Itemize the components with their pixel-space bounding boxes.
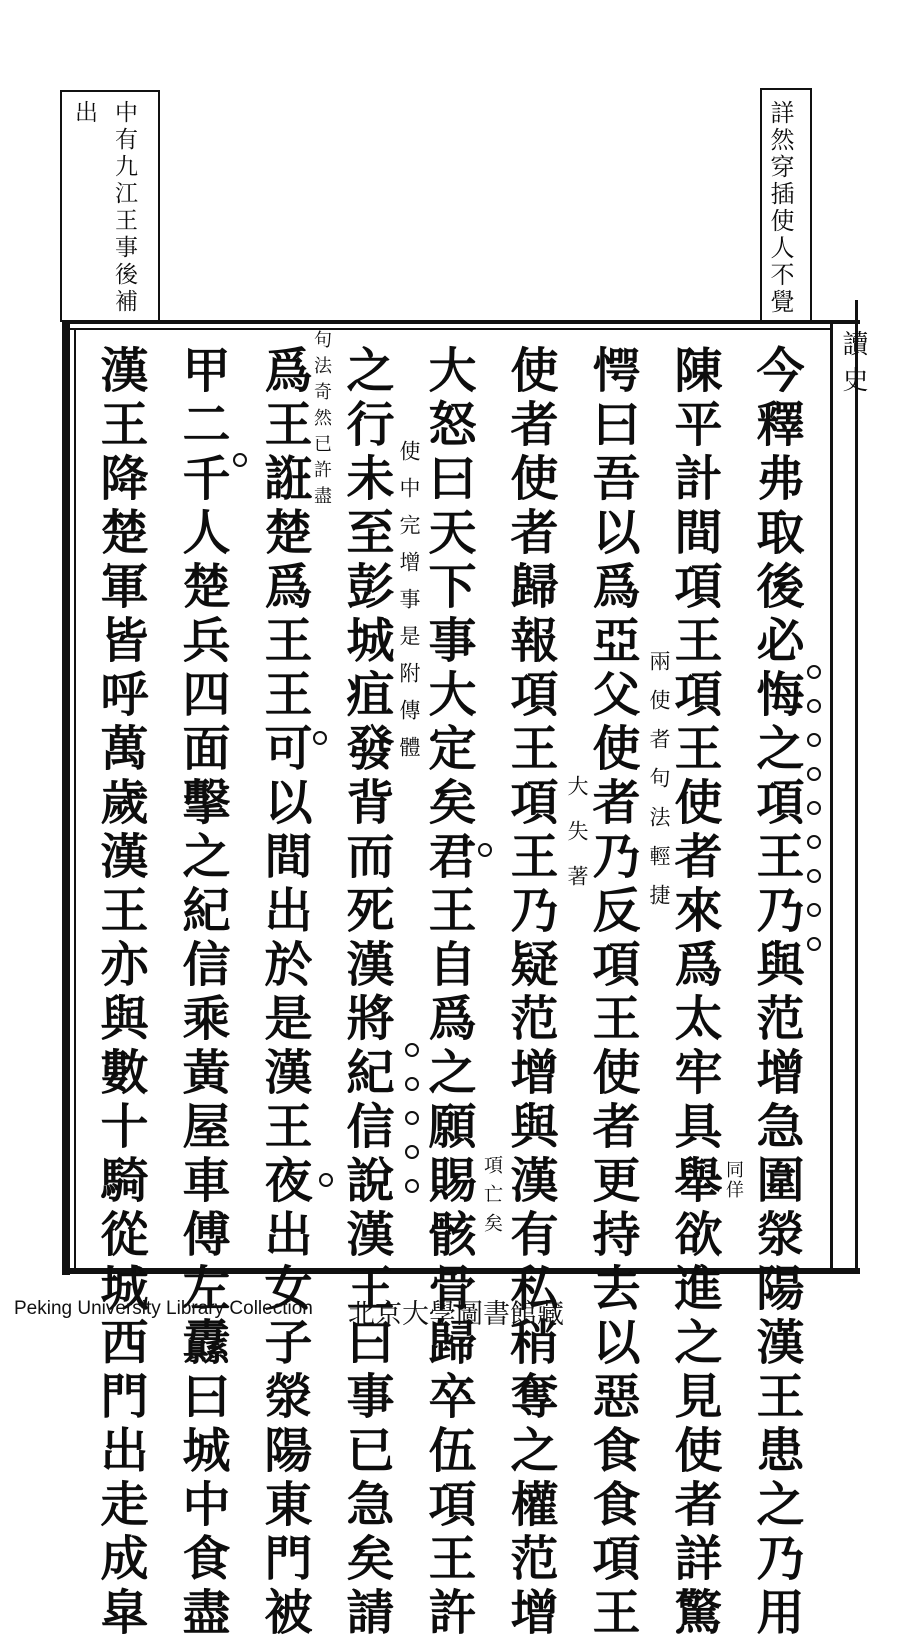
note-dafu: 大失著 [565, 775, 589, 910]
main-column-9: 漢王降楚軍皆呼萬歲漢王亦與數十騎從城西門出走成皐 [92, 345, 148, 1641]
circle-mark [406, 1146, 418, 1158]
circle-mark [406, 1112, 418, 1124]
running-head-fragment: 讀史 [838, 330, 868, 402]
main-column-2: 陳平計間項王項王使者來爲太牢具舉欲進之見使者詳驚 [666, 345, 722, 1641]
circle-mark [406, 1078, 418, 1090]
main-column-4: 使者使者歸報項王項王乃疑范增與漢有私稍奪之權范增 [502, 345, 558, 1641]
frame-left-rule [62, 320, 70, 1275]
circle-mark [479, 844, 491, 856]
frame-top-rule [62, 320, 860, 324]
circle-mark [314, 732, 326, 744]
circle-mark [808, 870, 820, 882]
frame-left-inner-rule [74, 330, 76, 1270]
gloss-tongyang: 同佯 [723, 1160, 744, 1200]
note-two-envoys: 兩使者句法輕捷 [647, 650, 671, 923]
circle-mark [808, 734, 820, 746]
circle-mark [808, 768, 820, 780]
main-column-3: 愕曰吾以爲亞父使者乃反項王使者更持去以惡食食項王 [584, 345, 640, 1641]
main-column-6: 之行未至彭城疽發背而死漢將紀信說漢王曰事已急矣請 [338, 345, 394, 1641]
note-xiang-yi: 項亡矣 [481, 1155, 503, 1242]
circle-mark [808, 666, 820, 678]
circle-mark [808, 700, 820, 712]
headnote-left-col1: 中有九江王事後補 [111, 100, 137, 316]
circle-mark [808, 802, 820, 814]
circle-mark [406, 1180, 418, 1192]
circle-mark [808, 836, 820, 848]
note-jufa: 句法奇然已許盡 [311, 330, 332, 512]
main-column-8: 甲二千人楚兵四面擊之紀信乘黃屋車傅左纛曰城中食盡 [174, 345, 230, 1641]
circle-mark [320, 1174, 332, 1186]
main-column-1: 今釋弗取後必悔之項王乃與范增急圍滎陽漢王患之乃用 [748, 345, 804, 1641]
frame-top-inner-rule [70, 328, 830, 330]
headnote-left-col2: 出 [71, 100, 97, 127]
collection-zh: 北京大學圖書館藏 [348, 1299, 564, 1330]
note-fuzhuan: 使中完增事是附傳體 [397, 440, 421, 773]
frame-right-rule [830, 322, 833, 1270]
circle-mark [808, 904, 820, 916]
headnote-right: 詳然穿插使人不覺 [766, 100, 794, 316]
frame-right-outer-rule [855, 300, 858, 1270]
circle-mark [808, 938, 820, 950]
circle-mark [406, 1044, 418, 1056]
main-column-7: 爲王誑楚爲王王可以間出於是漢王夜出女子滎陽東門被 [256, 345, 312, 1641]
collection-en: Peking University Library Collection [14, 1298, 313, 1319]
main-column-5: 大怒曰天下事大定矣君王自爲之願賜骸骨歸卒伍項王許 [420, 345, 476, 1641]
circle-mark [234, 454, 246, 466]
